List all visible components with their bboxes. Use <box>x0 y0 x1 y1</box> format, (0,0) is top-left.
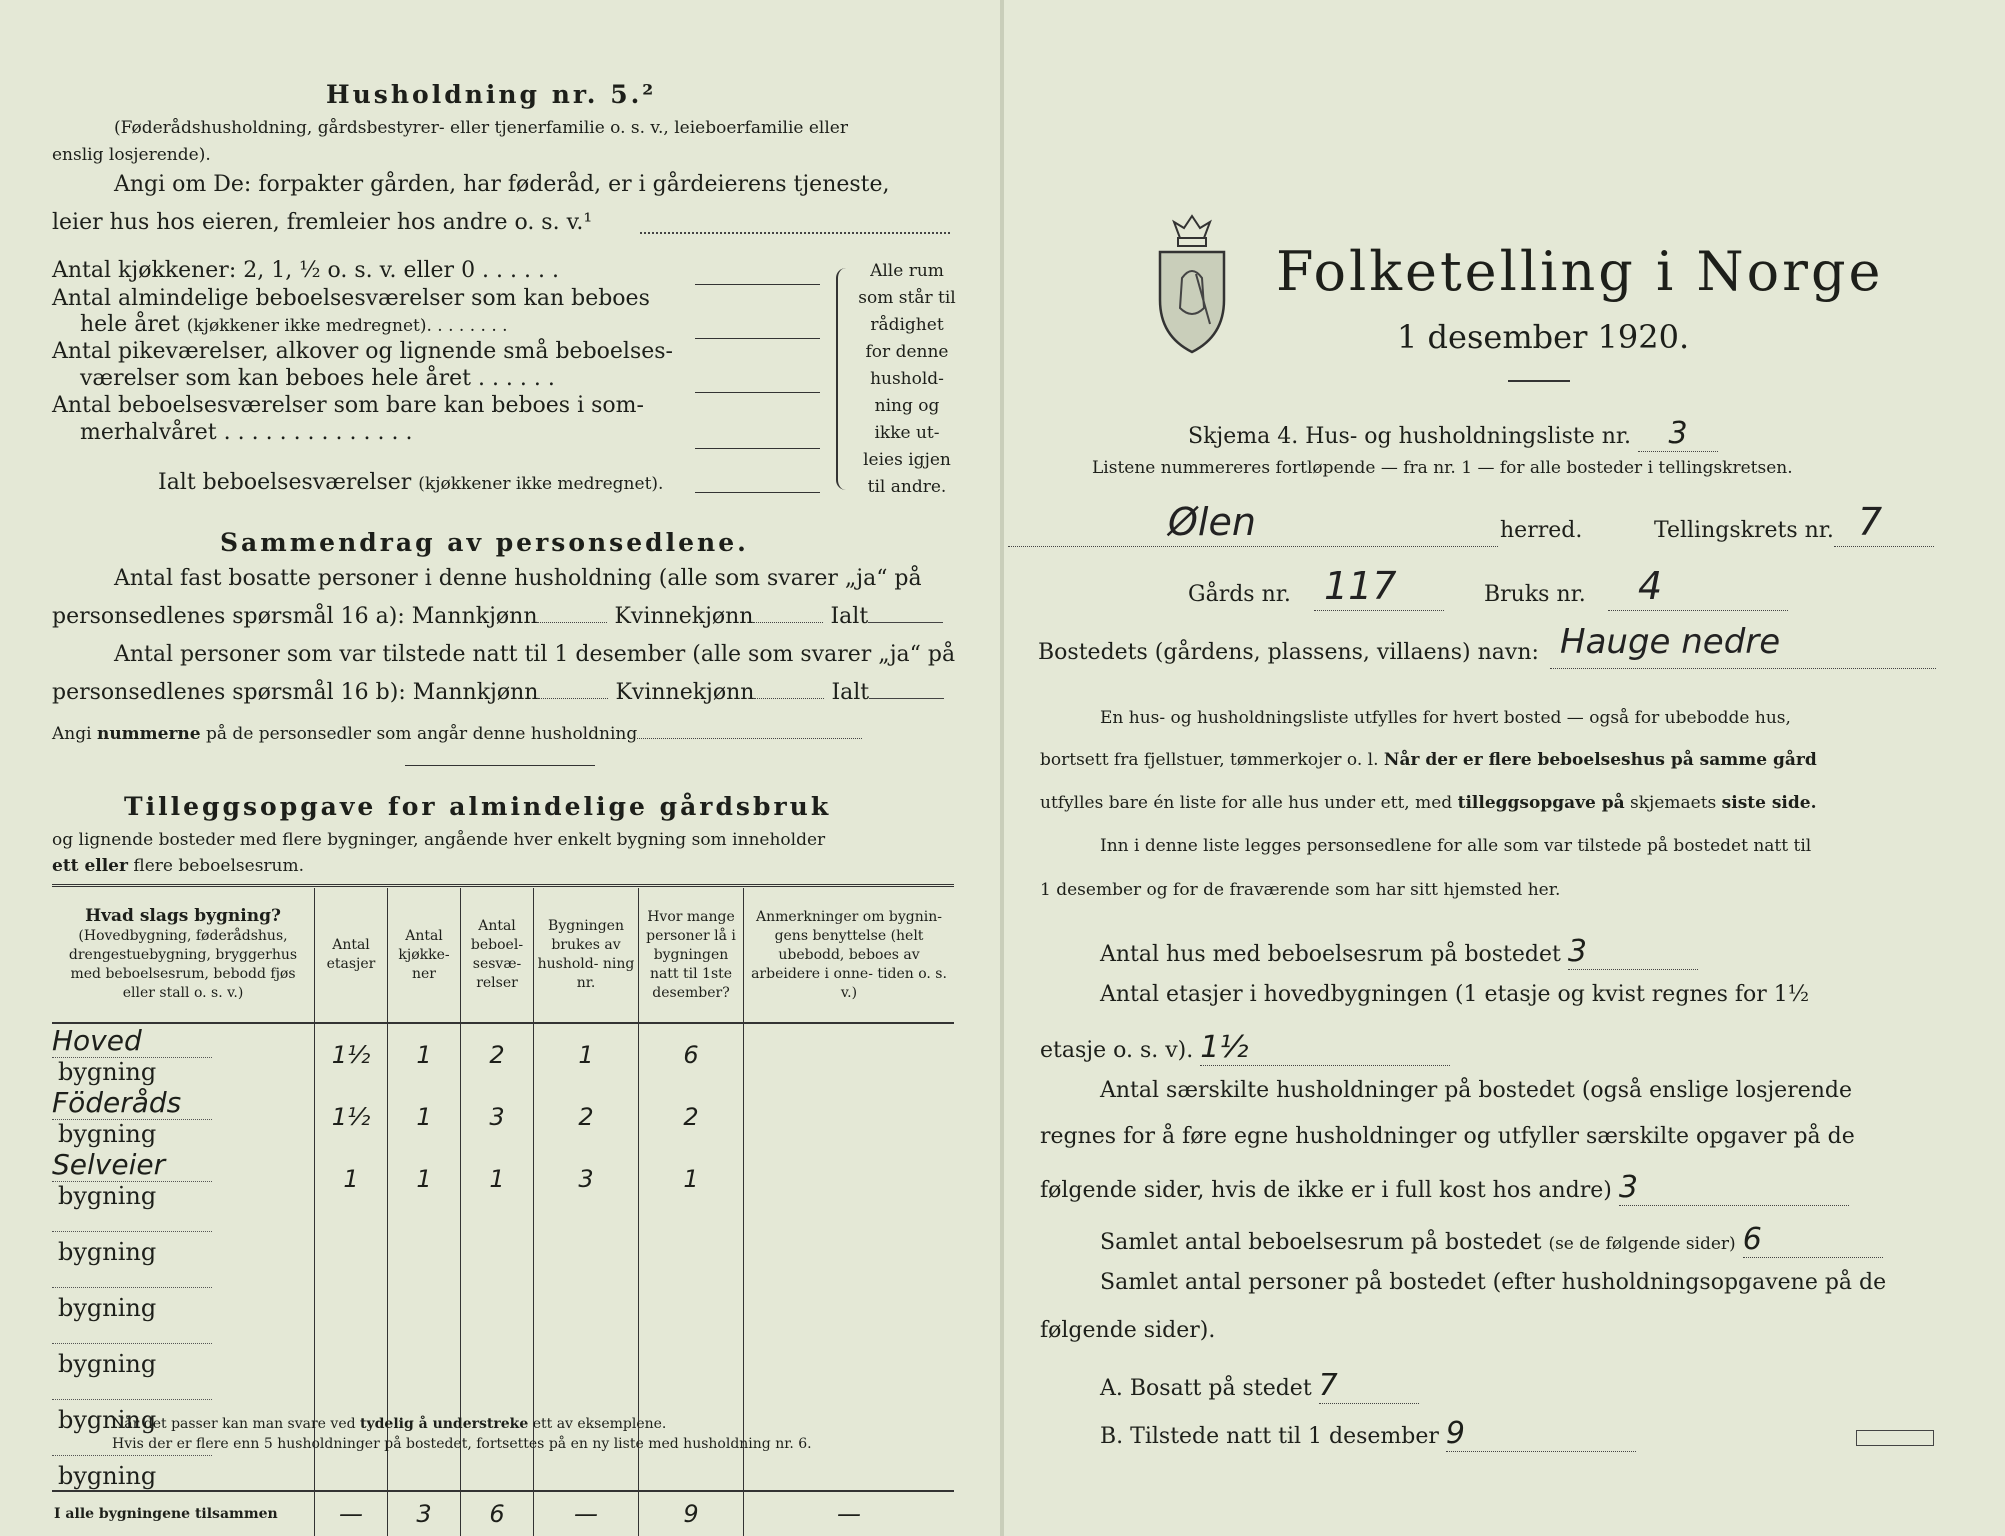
building-name: Föderåds <box>52 1086 212 1120</box>
rooms-total-line <box>695 492 820 493</box>
info-3a: utfylles bare én liste for alle hus under ett, med <box>1040 793 1453 813</box>
building-name <box>52 1455 212 1456</box>
right-page <box>1004 0 2005 1536</box>
left-page <box>0 0 1000 1536</box>
cell-pers <box>639 1266 744 1322</box>
info-line-2 <box>1040 750 1817 770</box>
col-etasjer: Antal etasjer <box>315 888 388 1023</box>
total-etasjer: — <box>315 1491 388 1536</box>
rooms-ordinary-1: Antal almindelige beboelsesværelser som kan beboes <box>52 286 650 311</box>
rooms-summer-2: merhalvåret . . . . . . . . . . . . . . <box>80 420 413 445</box>
skjema-number: 3 <box>1638 416 1718 452</box>
cell-hush <box>534 1210 639 1266</box>
col-building-desc: (Hovedbygning, føderådshus, drengestuebygning, bryggerhus med beboelsesrum, bebodd fjøs eller stall o. s. v.) <box>68 928 298 1001</box>
total-anm: — <box>744 1491 955 1536</box>
q-bosatt-value: 7 <box>1319 1368 1419 1404</box>
footnote-2: Hvis der er flere enn 5 husholdninger på bostedet, fortsettes på en ny liste med husholdning nr. 6. <box>112 1436 812 1452</box>
sammendrag-title: Sammendrag av personsedlene. <box>220 528 749 557</box>
rooms-note-line: Alle rum <box>870 261 944 281</box>
tillegg-rest: flere beboelsesrum. <box>133 856 305 876</box>
skjema-label: Skjema 4. Hus- og husholdningsliste nr. <box>1188 424 1631 449</box>
building-name <box>52 1399 212 1400</box>
rooms-total <box>158 470 663 495</box>
angi-line-1: Angi om De: forpakter gården, har føderåd, er i gårdeierens tjeneste, <box>114 172 890 197</box>
tillegg-bold: ett eller <box>52 856 128 876</box>
total-kjokken: 3 <box>388 1491 461 1536</box>
herred-label: herred. <box>1500 518 1583 543</box>
rooms-note-line: hushold- <box>870 369 944 389</box>
building-suffix: bygning <box>58 1120 157 1148</box>
q-tilstede-label: B. Tilstede natt til 1 desember <box>1100 1424 1439 1449</box>
q-husholdninger-3 <box>1040 1170 1849 1206</box>
col-kjokkener: Antal kjøkke- ner <box>388 888 461 1023</box>
cell-anm <box>744 1266 955 1322</box>
label-ialt: Ialt <box>830 604 869 629</box>
cell-hush: 1 <box>534 1023 639 1086</box>
cell-hush: 3 <box>534 1148 639 1210</box>
col-husholdning-nr: Bygningen brukes av hushold- ning nr. <box>534 888 639 1023</box>
rooms-note-line: som står til <box>858 288 956 308</box>
building-type-cell <box>52 1322 315 1378</box>
building-name <box>52 1287 212 1288</box>
building-name: Hoved <box>52 1024 212 1058</box>
table-row <box>52 1322 954 1378</box>
household-subtitle: (Føderådshusholdning, gårdsbestyrer- eller tjenerfamilie o. s. v., leieboerfamilie eller <box>114 118 848 138</box>
building-name <box>52 1343 212 1344</box>
footnote-1b: tydelig å understreke <box>360 1416 529 1432</box>
building-suffix: bygning <box>58 1406 157 1434</box>
listene-note: Listene nummereres fortløpende — fra nr. 1 — for alle bosteder i tellingskretsen. <box>1092 458 1793 478</box>
rooms-note-line: ning og <box>874 396 940 416</box>
cell-anm <box>744 1322 955 1378</box>
krets-value: 7 <box>1858 500 1883 544</box>
cell-kjokken: 1 <box>388 1148 461 1210</box>
building-type-cell <box>52 1023 315 1086</box>
cell-kjokken <box>388 1266 461 1322</box>
cell-kjokken <box>388 1322 461 1378</box>
census-date: 1 desember 1920. <box>1397 318 1690 356</box>
sammendrag-line-2 <box>52 604 943 629</box>
tillegg-line-2 <box>52 856 304 876</box>
total-hush: — <box>534 1491 639 1536</box>
building-name <box>52 1231 212 1232</box>
rooms-note-line: til andre. <box>867 477 947 497</box>
q-tilstede <box>1100 1416 1636 1452</box>
cell-anm <box>744 1148 955 1210</box>
gards-field <box>1314 564 1444 611</box>
q-hus <box>1100 934 1698 970</box>
q-personer-2: følgende sider). <box>1040 1318 1216 1343</box>
info-line-4: Inn i denne liste legges personsedlene for alle som var tilstede på bostedet natt til <box>1100 836 1812 856</box>
label-kvinnekjonn: Kvinnekjønn <box>614 604 754 629</box>
cell-etasjer <box>315 1210 388 1266</box>
rooms-ordinary-label: hele året <box>80 312 180 337</box>
census-title: Folketelling i Norge <box>1276 240 1884 303</box>
household-subtitle-2: enslig losjerende). <box>52 145 211 165</box>
q-etasjer-1: Antal etasjer i hovedbygningen (1 etasje og kvist regnes for 1½ <box>1100 982 1810 1007</box>
bosted-label: Bostedets (gårdens, plassens, villaens) navn: <box>1038 640 1539 665</box>
cell-rum: 3 <box>461 1086 534 1148</box>
building-type-cell <box>52 1210 315 1266</box>
cell-rum: 2 <box>461 1023 534 1086</box>
building-type-cell <box>52 1266 315 1322</box>
herred-field <box>1008 500 1498 547</box>
sammendrag-line-1: Antal fast bosatte personer i denne husholdning (alle som svarer „ja“ på <box>114 566 922 591</box>
q-beboelsesrum-value: 6 <box>1743 1222 1883 1258</box>
cell-kjokken <box>388 1210 461 1266</box>
bosted-value: Hauge nedre <box>1560 622 1781 662</box>
cell-hush: 2 <box>534 1086 639 1148</box>
table-row <box>52 1148 954 1210</box>
col-building-title: Hvad slags bygning? <box>85 906 281 926</box>
footnote-1c: ett av eksemplene. <box>532 1416 667 1432</box>
cell-rum <box>461 1266 534 1322</box>
total-rum: 6 <box>461 1491 534 1536</box>
rooms-note-line: ikke ut- <box>874 423 940 443</box>
q-etasjer-label: etasje o. s. v). <box>1040 1038 1194 1063</box>
cell-etasjer: 1½ <box>315 1086 388 1148</box>
angi-label: Angi <box>52 724 92 744</box>
section-divider <box>405 765 595 766</box>
cell-hush <box>534 1266 639 1322</box>
table-row <box>52 1086 954 1148</box>
building-suffix: bygning <box>58 1238 157 1266</box>
label-mannkjonn: personsedlenes spørsmål 16 a): Mannkjønn <box>52 604 538 629</box>
cell-kjokken: 1 <box>388 1023 461 1086</box>
krets-field <box>1834 500 1934 547</box>
q-etasjer-2 <box>1040 1030 1450 1066</box>
rooms-ordinary-2 <box>80 312 508 337</box>
q-husholdninger-label: følgende sider, hvis de ikke er i full kost hos andre) <box>1040 1178 1612 1203</box>
table-total-row <box>52 1491 954 1536</box>
herred-value: Ølen <box>1168 500 1256 544</box>
q-personer-1: Samlet antal personer på bostedet (efter husholdningsopgavene på de <box>1100 1270 1887 1295</box>
krets-label: Tellingskrets nr. <box>1654 518 1834 543</box>
cell-rum <box>461 1322 534 1378</box>
rooms-note <box>852 258 962 501</box>
cell-anm <box>744 1023 955 1086</box>
gards-label: Gårds nr. <box>1188 582 1291 607</box>
cell-hush <box>534 1322 639 1378</box>
table-row <box>52 1266 954 1322</box>
q-husholdninger-value: 3 <box>1619 1170 1849 1206</box>
rooms-field-line <box>695 392 820 393</box>
sammendrag-line-5 <box>52 724 862 744</box>
total-label: I alle bygningene tilsammen <box>52 1491 315 1536</box>
bruks-field <box>1608 564 1788 611</box>
rooms-kitchens: Antal kjøkkener: 2, 1, ½ o. s. v. eller 0 . . . . . . <box>52 258 559 283</box>
table-row <box>52 1023 954 1086</box>
nummerne-label: nummerne <box>96 724 201 744</box>
rooms-field-line <box>695 448 820 449</box>
q-husholdninger-2: regnes for å føre egne husholdninger og utfyller særskilte opgaver på de <box>1040 1124 1855 1149</box>
col-building-type <box>52 888 315 1023</box>
info-3b: tilleggsopgave på <box>1457 793 1625 813</box>
q-beboelsesrum-small: (se de følgende sider) <box>1548 1234 1736 1254</box>
bruks-label: Bruks nr. <box>1484 582 1586 607</box>
rooms-small-1: Antal pikeværelser, alkover og lignende små beboelses- <box>52 339 673 364</box>
q-bosatt <box>1100 1368 1419 1404</box>
building-name: Selveier <box>52 1148 212 1182</box>
cell-anm <box>744 1210 955 1266</box>
cell-kjokken: 1 <box>388 1086 461 1148</box>
rooms-summer-1: Antal beboelsesværelser som bare kan beboes i som- <box>52 393 644 418</box>
label-kvinnekjonn: Kvinnekjønn <box>615 680 755 705</box>
rooms-note-line: leies igjen <box>863 450 951 470</box>
title-divider <box>1508 380 1570 382</box>
rooms-field-line <box>695 284 820 285</box>
total-pers: 9 <box>639 1491 744 1536</box>
cell-rum: 1 <box>461 1148 534 1210</box>
q-etasjer-value: 1½ <box>1200 1030 1450 1066</box>
rooms-total-small: (kjøkkener ikke medregnet). <box>418 474 664 494</box>
cell-etasjer: 1½ <box>315 1023 388 1086</box>
building-suffix: bygning <box>58 1350 157 1378</box>
table-top-rule <box>52 884 954 887</box>
angi-line-2: leier hus hos eieren, fremleier hos andre o. s. v.¹ <box>52 210 593 235</box>
cell-pers: 2 <box>639 1086 744 1148</box>
info-line-3 <box>1040 793 1817 813</box>
cell-rum <box>461 1210 534 1266</box>
rooms-ordinary-small: (kjøkkener ikke medregnet). . . . . . . . <box>186 316 508 336</box>
personsedler-label: på de personsedler som angår denne husholdning <box>206 724 638 744</box>
building-type-cell <box>52 1086 315 1148</box>
col-anmerkninger: Anmerkninger om bygnin- gens benyttelse (helt ubebodd, beboes av arbeidere i onne- tiden o. s. v.) <box>744 888 955 1023</box>
info-3d: siste side. <box>1721 793 1817 813</box>
rooms-note-line: rådighet <box>870 315 944 335</box>
label-ialt: Ialt <box>831 680 870 705</box>
sammendrag-line-3: Antal personer som var tilstede natt til 1 desember (alle som svarer „ja“ på <box>114 642 956 667</box>
table-row <box>52 1210 954 1266</box>
rooms-field-line <box>695 338 820 339</box>
info-line-5: 1 desember og for de fraværende som har sitt hjemsted her. <box>1040 880 1561 900</box>
cell-etasjer <box>315 1266 388 1322</box>
bruks-value: 4 <box>1638 564 1663 608</box>
col-beboelsesvaerelser: Antal beboel- sesvæ- relser <box>461 888 534 1023</box>
printer-stamp <box>1856 1430 1934 1446</box>
info-2b: Når der er flere beboelseshus på samme gård <box>1383 750 1817 770</box>
rooms-total-label: Ialt beboelsesværelser <box>158 470 412 495</box>
rooms-bracket <box>836 268 846 490</box>
building-type-cell <box>52 1148 315 1210</box>
cell-pers: 1 <box>639 1148 744 1210</box>
q-bosatt-label: A. Bosatt på stedet <box>1100 1376 1312 1401</box>
angi-answer-line <box>640 232 950 234</box>
info-line-1: En hus- og husholdningsliste utfylles for hvert bosted — også for ubebodde hus, <box>1100 708 1791 728</box>
cell-pers <box>639 1322 744 1378</box>
q-beboelsesrum <box>1100 1222 1883 1258</box>
building-suffix: bygning <box>58 1058 157 1086</box>
bosted-field <box>1550 622 1936 669</box>
rooms-small-2: værelser som kan beboes hele året . . . . . . <box>80 366 555 391</box>
skjema-line <box>1188 416 1718 452</box>
info-3c: skjemaets <box>1630 793 1717 813</box>
q-hus-value: 3 <box>1568 934 1698 970</box>
col-personer: Hvor mange personer lå i bygningen natt til 1ste desember? <box>639 888 744 1023</box>
gards-value: 117 <box>1324 564 1397 608</box>
label-mannkjonn: personsedlenes spørsmål 16 b): Mannkjønn <box>52 680 539 705</box>
cell-pers <box>639 1210 744 1266</box>
building-suffix: bygning <box>58 1294 157 1322</box>
q-beboelsesrum-label: Samlet antal beboelsesrum på bostedet <box>1100 1230 1542 1255</box>
coat-of-arms-icon <box>1152 208 1232 358</box>
building-suffix: bygning <box>58 1182 157 1210</box>
cell-anm <box>744 1378 955 1434</box>
info-2a: bortsett fra fjellstuer, tømmerkojer o. l. <box>1040 750 1379 770</box>
cell-anm <box>744 1086 955 1148</box>
q-hus-label: Antal hus med beboelsesrum på bostedet <box>1100 942 1561 967</box>
tillegg-line-1: og lignende bosteder med flere bygninger, angående hver enkelt bygning som inneholder <box>52 830 826 850</box>
q-tilstede-value: 9 <box>1446 1416 1636 1452</box>
household-title: Husholdning nr. 5.² <box>326 80 657 109</box>
rooms-note-line: for denne <box>865 342 949 362</box>
footnote-1 <box>112 1416 666 1432</box>
q-husholdninger-1: Antal særskilte husholdninger på bostedet (også enslige losjerende <box>1100 1078 1853 1103</box>
footnote-1a: Når det passer kan man svare ved <box>112 1416 356 1432</box>
sammendrag-line-4 <box>52 680 944 705</box>
tillegg-title: Tilleggsopgave for almindelige gårdsbruk <box>124 792 832 821</box>
cell-pers: 6 <box>639 1023 744 1086</box>
cell-etasjer: 1 <box>315 1148 388 1210</box>
building-suffix: bygning <box>58 1462 157 1490</box>
cell-etasjer <box>315 1322 388 1378</box>
